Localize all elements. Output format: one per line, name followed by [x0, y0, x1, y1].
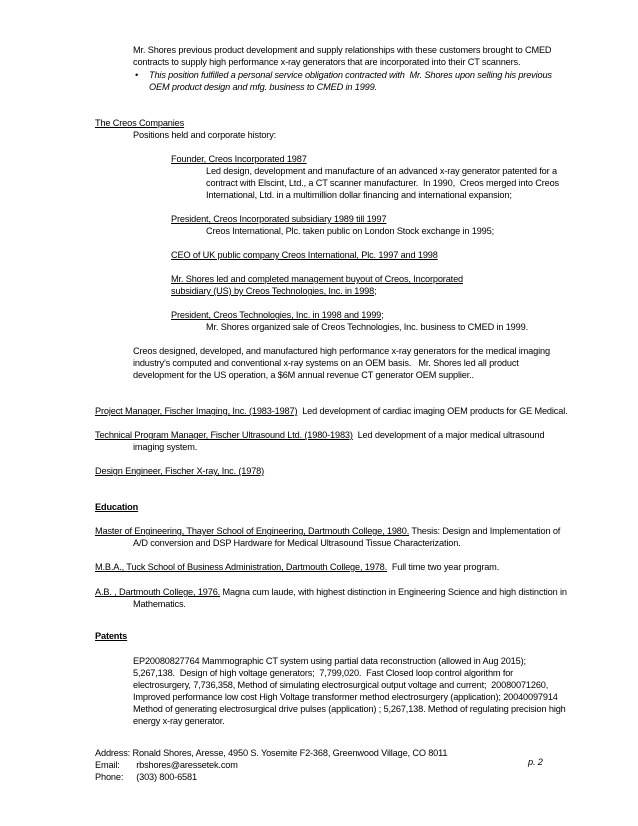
- job-technical-program-manager: [95, 429, 544, 441]
- job-project-manager-title: Project Manager, Fischer Imaging, Inc. (1983-1987): [95, 406, 298, 416]
- creos-summary: [133, 345, 550, 381]
- edu-meng: [95, 525, 560, 537]
- president-tech-title-wrap: [171, 309, 384, 321]
- job-project-manager-desc: Led development of cardiac imaging OEM products for GE Medical.: [297, 406, 568, 416]
- founder-line-2: contract with Elscint, Ltd., a CT scanner manufacturer. In 1990, Creos merged into Creos: [206, 178, 559, 188]
- edu-ab: [95, 586, 567, 598]
- creos-summary-line-1: Creos designed, developed, and manufactured high performance x-ray generators for the medical imaging: [133, 346, 550, 356]
- founder-line-1: Led design, development and manufacture of an advanced x-ray generator patented for a: [206, 166, 557, 176]
- edu-meng-desc: Thesis: Design and Implementation of: [409, 526, 561, 536]
- patents-list: [133, 655, 566, 727]
- creos-subheading: Positions held and corporate history:: [133, 130, 277, 140]
- patents-line-4: Improved performance low cost High Voltage transformer method electrosurgery (application); 20040097914: [133, 692, 558, 702]
- creos-heading: The Creos Companies: [95, 118, 185, 128]
- founder-title: Founder, Creos Incorporated 1987: [171, 154, 307, 164]
- job-tpm-desc: Led development of a major medical ultrasound: [352, 430, 545, 440]
- footer-email: [95, 759, 447, 771]
- footer-address: [95, 747, 447, 759]
- president-tech-tail: ;: [381, 310, 384, 320]
- edu-meng-desc-line-2: A/D conversion and DSP Hardware for Medical Ultrasound Tissue Characterization.: [133, 538, 461, 548]
- edu-meng-title: Master of Engineering, Thayer School of Engineering, Dartmouth College, 1980.: [95, 526, 410, 536]
- footer-address-value: Ronald Shores, Aresse, 4950 S. Yosemite F2-368, Greenwood Village, CO 8011: [130, 748, 448, 758]
- footer-phone: [95, 771, 447, 783]
- president-subsidiary-title: President, Creos Incorporated subsidiary 1989 till 1997: [171, 214, 387, 224]
- buyout-line-1: Mr. Shores led and completed management buyout of Creos, Incorporated: [171, 274, 463, 284]
- footer-email-value: rbshores@aressetek.com: [129, 760, 238, 770]
- edu-mba: [95, 561, 499, 573]
- intro-bullet-line-2: OEM product design and mfg. business to CMED in 1999.: [149, 82, 377, 92]
- president-tech-title: President, Creos Technologies, Inc. in 1998 and 1999: [171, 310, 382, 320]
- intro-bullet-line-1: This position fulfilled a personal service obligation contracted with Mr. Shores upon selling his previous: [149, 70, 552, 80]
- footer-phone-label: Phone:: [95, 772, 124, 782]
- edu-mba-title: M.B.A., Tuck School of Business Administration, Dartmouth College, 1978.: [95, 562, 388, 572]
- buyout-line-2-wrap: [171, 285, 463, 297]
- buyout-line-2: subsidiary (US) by Creos Technologies, Inc. in 1998: [171, 286, 375, 296]
- ceo-title: CEO of UK public company Creos International, Plc. 1997 and 1998: [171, 250, 438, 260]
- founder-description: [206, 165, 559, 201]
- edu-ab-title: A.B. , Dartmouth College, 1976.: [95, 587, 221, 597]
- creos-summary-line-2: industry's computed and conventional x-ray systems on an OEM basis. Mr. Shores led all product: [133, 358, 519, 368]
- footer-contact: [95, 747, 447, 783]
- footer-address-label: Address:: [95, 748, 131, 758]
- page-number: p. 2: [528, 757, 543, 767]
- patents-heading: Patents: [95, 631, 128, 641]
- intro-line-1: Mr. Shores previous product development and supply relationships with these customers brought to CMED: [133, 45, 552, 55]
- buyout-block: [171, 273, 463, 297]
- buyout-line-2-tail: ;: [374, 286, 377, 296]
- patents-line-3: electrosurgery, 7,736,358, Method of simulating electrosurgical output voltage and current; 20080071260,: [133, 680, 549, 690]
- job-tpm-desc-line-2: imaging system.: [133, 442, 198, 452]
- intro-line-2: contracts to supply high performance x-ray generators that are incorporated into their CT scanners.: [133, 57, 521, 67]
- job-design-engineer: Design Engineer, Fischer X-ray, Inc. (1978): [95, 466, 265, 476]
- president-tech-line-1: Mr. Shores organized sale of Creos Technologies, Inc. business to CMED in 1999.: [206, 322, 528, 332]
- edu-mba-desc: Full time two year program.: [387, 562, 500, 572]
- intro-paragraph: [133, 44, 551, 68]
- edu-ab-desc-line-2: Mathematics.: [133, 599, 186, 609]
- patents-line-1: EP20080827764 Mammographic CT system using partial data reconstruction (allowed in Aug 2015);: [133, 656, 526, 666]
- president-subsidiary-line-1: Creos International, Plc. taken public on London Stock exchange in 1995;: [206, 226, 494, 236]
- founder-line-3: International, Ltd. in a multimillion dollar financing and international expansion;: [206, 190, 512, 200]
- footer-email-label: Email:: [95, 760, 120, 770]
- patents-line-6: energy x-ray generator.: [133, 716, 225, 726]
- edu-ab-desc: Magna cum laude, with highest distinction in Engineering Science and high distinction in: [220, 587, 567, 597]
- footer-phone-value: (303) 800-6581: [129, 772, 197, 782]
- creos-summary-line-3: development for the US operation, a $6M annual revenue CT generator OEM supplier..: [133, 370, 474, 380]
- job-tpm-title: Technical Program Manager, Fischer Ultrasound Ltd. (1980-1983): [95, 430, 353, 440]
- education-heading: Education: [95, 502, 139, 512]
- patents-line-2: 5,267,138. Design of high voltage generators; 7,799,020. Fast Closed loop control algorithm for: [133, 668, 514, 678]
- patents-line-5: Method of generating electrosurgical drive pulses (application) ; 5,267,138. Method of regulating precision high: [133, 704, 566, 714]
- intro-bullet: [135, 69, 552, 93]
- job-project-manager: [95, 405, 567, 417]
- bullet-icon: •: [135, 70, 139, 80]
